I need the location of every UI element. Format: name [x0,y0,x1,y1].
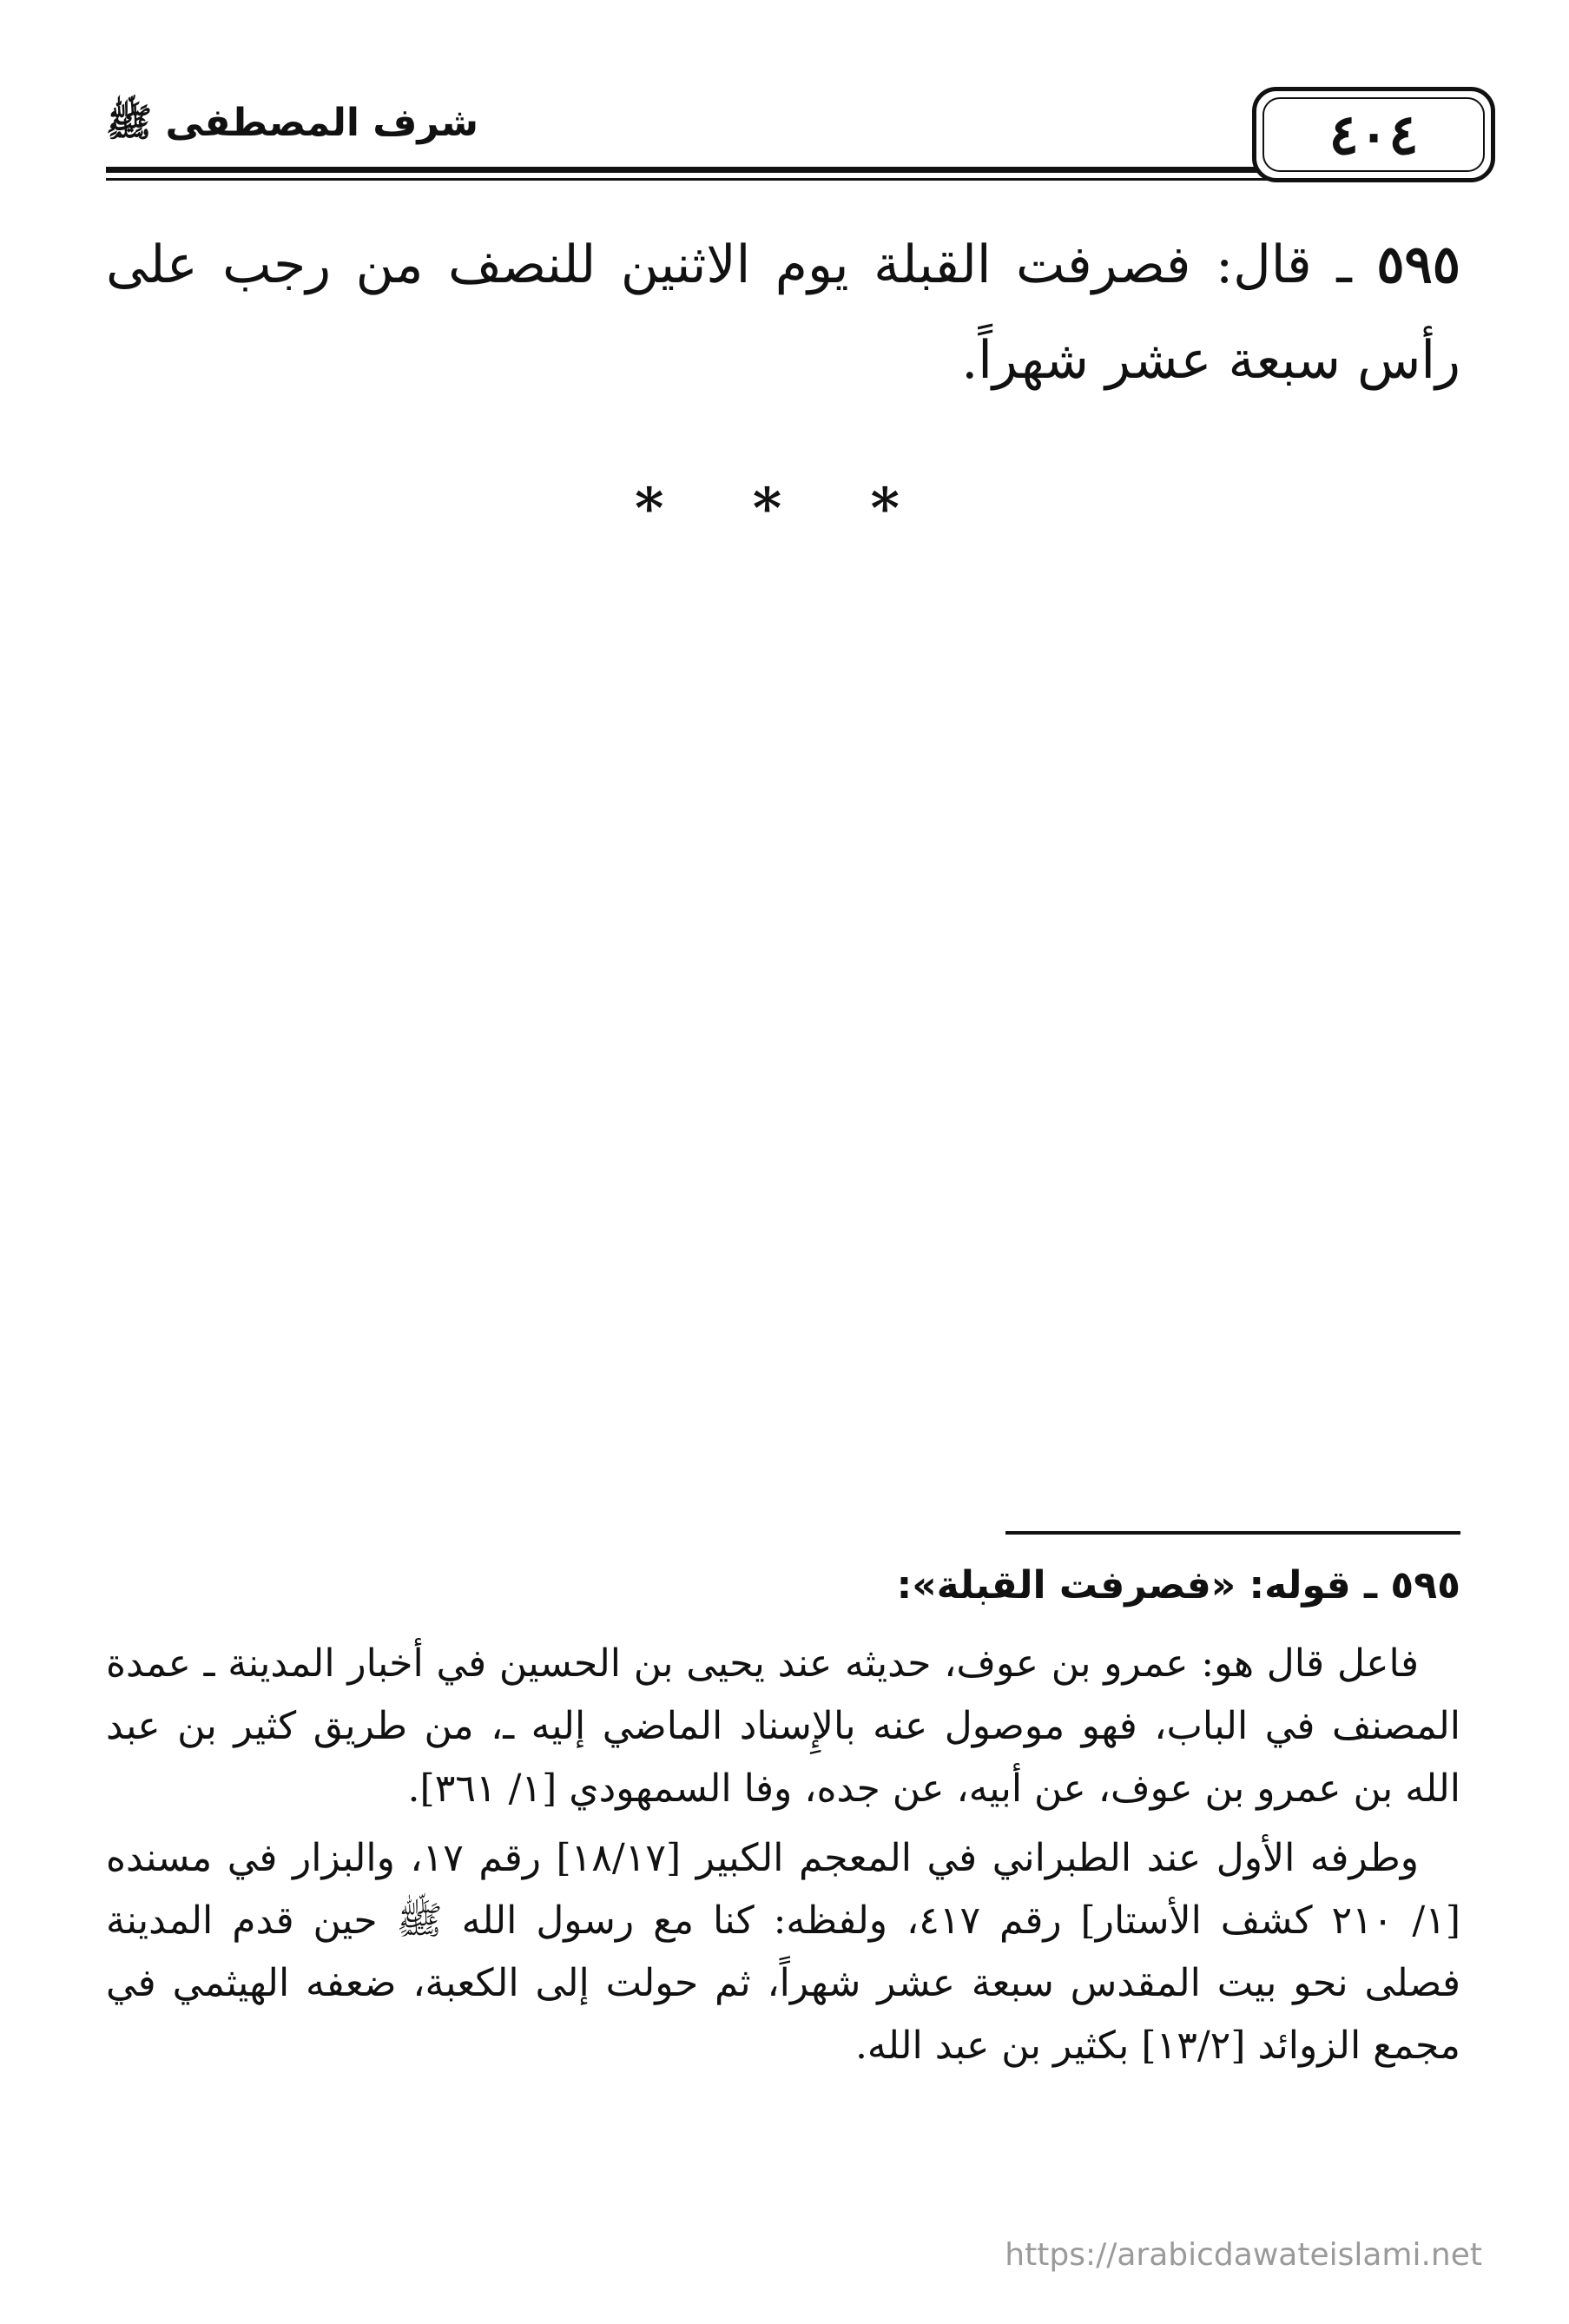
header-rule-thin [106,178,1460,181]
book-title: شرف المصطفى ﷺ [106,101,479,145]
section-separator: * * * [635,476,934,541]
footnote-heading: ٥٩٥ ـ قوله: «فصرفت القبلة»: [896,1563,1460,1608]
page-number: ٤٠٤ [1328,102,1419,168]
footnote-rule [1005,1531,1460,1535]
hadith-number: ٥٩٥ [1376,234,1460,295]
footnote-paragraph-1: فاعل قال هو: عمرو بن عوف، حديثه عند يحيى بن الحسين في أخبار المدينة ـ عمدة المصنف في الباب، فهو موصول عنه بالإِسناد الماضي إليه ـ، من طريق كثير بن عبد الله بن عمرو بن عوف، عن أبيه، عن جده، وفا السمهودي [١/ ٣٦١]. [106,1641,1460,1811]
footnote-paragraph-2: وطرفه الأول عند الطبراني في المعجم الكبير [١٨/١٧] رقم ١٧، والبزار في مسنده [١/ ٢١٠ كشف الأستار] رقم ٤١٧، ولفظه: كنا مع رسول الله ﷺ حين قدم المدينة فصلى نحو بيت المقدس سبعة عشر شهراً، ثم حولت إلى الكعبة، ضعفه الهيثمي في مجمع الزوائد [١٣/٢] بكثير بن عبد الله. [106,1836,1460,2068]
watermark-url: https://arabicdawateislami.net [1005,2237,1482,2273]
footnote [106,1555,1460,2077]
hadith-text: ـ قال: فصرفت القبلة يوم الاثنين للنصف من رجب على رأس سبعة عشر شهراً. [106,234,1460,391]
main-text [106,217,1460,408]
page-header [106,87,1460,191]
page-number-frame [1252,87,1495,182]
